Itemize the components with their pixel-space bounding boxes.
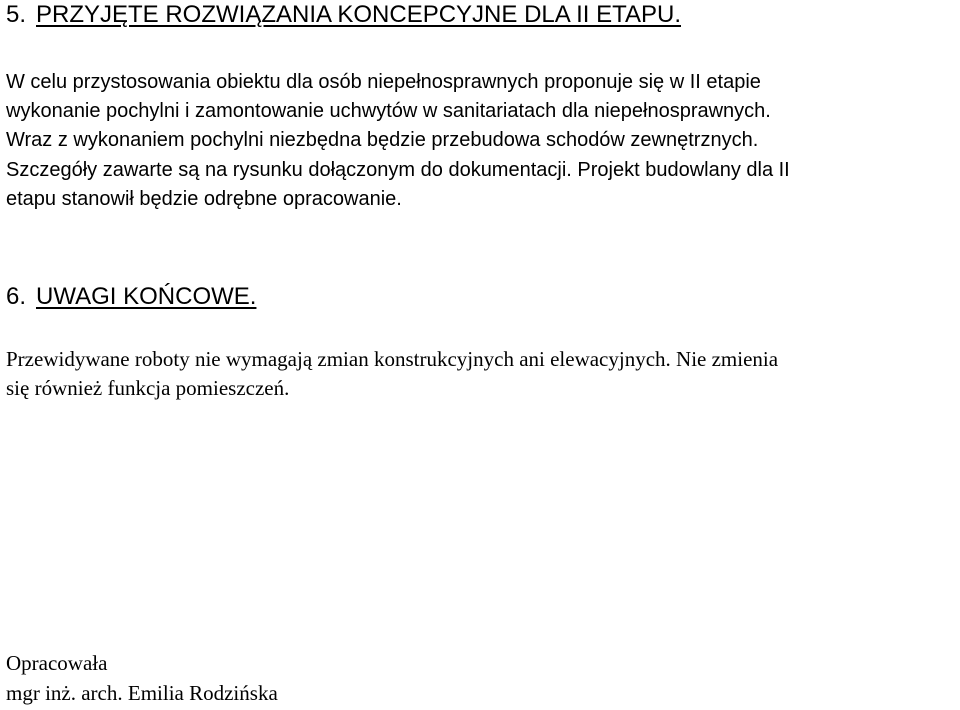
paragraph-line: etapu stanowił będzie odrębne opracowanie. xyxy=(6,187,402,210)
section-6-heading xyxy=(6,282,256,312)
section-6-title: UWAGI KOŃCOWE. xyxy=(36,283,257,310)
signature-name: mgr inż. arch. Emilia Rodzińska xyxy=(6,681,278,705)
paragraph-line: W celu przystosowania obiektu dla osób niepełnosprawnych proponuje się w II etapie xyxy=(6,71,761,93)
section-5-paragraph xyxy=(6,68,790,214)
section-5-title: PRZYJĘTE ROZWIĄZANIA KONCEPCYJNE DLA II ETAPU. xyxy=(36,1,681,28)
paragraph-line: wykonanie pochylni i zamontowanie uchwytów w sanitariatach dla niepełnosprawnych. xyxy=(6,100,771,123)
paragraph-line: się również funkcja pomieszczeń. xyxy=(6,376,290,401)
signature-label: Opracowała xyxy=(6,651,108,675)
paragraph-line: Przewidywane roboty nie wymagają zmian konstrukcyjnych ani elewacyjnych. Nie zmienia xyxy=(6,347,779,371)
section-5-heading xyxy=(6,0,681,30)
paragraph-line: Wraz z wykonaniem pochylni niezbędna będzie przebudowa schodów zewnętrznych. xyxy=(6,129,759,152)
paragraph-line: Szczegóły zawarte są na rysunku dołączonym do dokumentacji. Projekt budowlany dla II xyxy=(6,158,790,181)
section-5-number: 5. xyxy=(6,1,27,28)
section-6-paragraph xyxy=(6,345,778,403)
section-6-number: 6. xyxy=(6,283,27,310)
signature-block xyxy=(6,648,278,708)
